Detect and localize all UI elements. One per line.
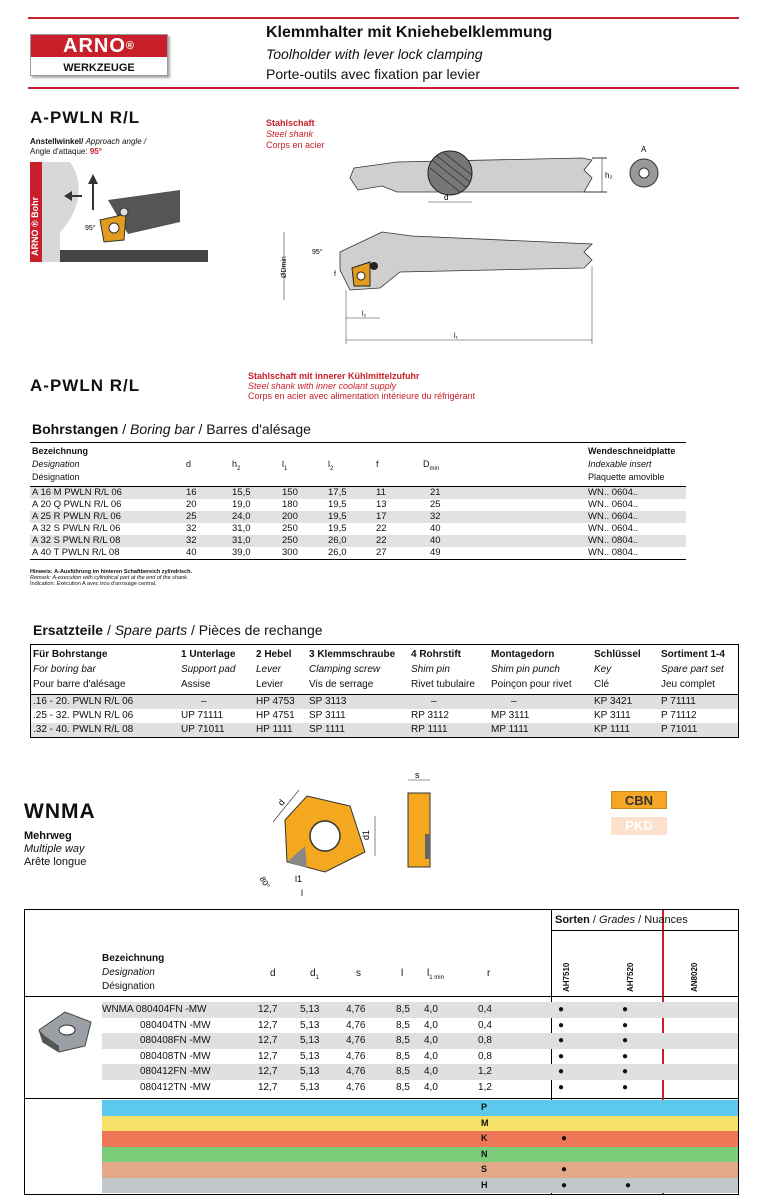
- grade-availability-dot: ●: [558, 1081, 565, 1093]
- insert-cell: 8,5: [396, 1050, 410, 1062]
- boring-row: [30, 547, 686, 559]
- spare-cell: P 71112: [661, 710, 697, 721]
- boring-cell: 31,0: [232, 523, 251, 534]
- spare-header-col: Schlüssel Key Clé: [594, 649, 641, 690]
- hdr-d: d: [270, 968, 276, 979]
- arno-logo: [30, 34, 168, 76]
- material-row-n: [102, 1147, 738, 1163]
- insert-cell: 0,4: [478, 1004, 492, 1015]
- material-grade-dot: ●: [625, 1179, 632, 1191]
- approach-angle-photo: [30, 162, 208, 262]
- insert-cell: 080404TN -MW: [140, 1019, 211, 1031]
- insert-cell: 4,0: [424, 1066, 438, 1077]
- grade-availability-dot: ●: [622, 1050, 629, 1062]
- insert-cell: 5,13: [300, 1066, 320, 1077]
- grade-availability-dot: ●: [622, 1035, 629, 1046]
- insert-cell: 4,0: [424, 1004, 438, 1015]
- dim-f: f: [334, 271, 336, 278]
- insert-cell: 8,5: [396, 1004, 410, 1015]
- insert-cell: 5,13: [300, 1035, 320, 1046]
- material-row-k: [102, 1131, 738, 1147]
- insert-row: [102, 1002, 738, 1018]
- insert-cell: 4,76: [346, 1035, 366, 1046]
- title-en: Toolholder with lever lock clamping: [266, 46, 483, 62]
- steel-shank-note: Stahlschaft Steel shank Corps en acier: [266, 118, 325, 150]
- material-code: S: [481, 1164, 488, 1174]
- dim-dmin: ØDmin: [281, 256, 288, 278]
- wnma-dim-d1: d1: [361, 829, 371, 840]
- spare-cell: SP 1111: [309, 724, 345, 735]
- material-code: M: [481, 1117, 489, 1128]
- grade-availability-dot: ●: [558, 1066, 565, 1077]
- insert-cell: 4,0: [424, 1035, 438, 1046]
- boring-cell: 32: [186, 523, 197, 534]
- insert-cell: 8,5: [396, 1066, 410, 1077]
- insert-cell: 4,76: [346, 1050, 366, 1062]
- boring-cell: 22: [376, 523, 387, 534]
- boring-cell: 200: [282, 511, 298, 522]
- spare-cell: KP 3421: [594, 696, 633, 707]
- insert-cell: 12,7: [258, 1019, 278, 1031]
- spare-cell: .16 - 20. PWLN R/L 06: [33, 696, 134, 707]
- material-row-h: [102, 1178, 738, 1194]
- wnma-code: WNMA: [24, 800, 96, 823]
- spare-cell: HP 4751: [256, 710, 295, 721]
- spare-parts-table: [30, 644, 739, 738]
- boring-cell: 24,0: [232, 511, 251, 522]
- insert-cell: 8,5: [396, 1035, 410, 1046]
- insert-cell: 080408TN -MW: [140, 1050, 211, 1062]
- wnma-dim-l: l: [301, 888, 303, 898]
- header-rule: [28, 87, 739, 89]
- wnma-dim-l1: l1: [295, 874, 303, 884]
- material-grade-dot: ●: [561, 1179, 568, 1191]
- insert-header-designation: Bezeichnung Designation Désignation: [102, 953, 165, 992]
- boring-cell: 40: [186, 547, 197, 558]
- spare-cell: .25 - 32. PWLN R/L 06: [33, 710, 134, 721]
- insert-cell: 4,0: [424, 1050, 438, 1062]
- logo-brand: ARNO®: [31, 35, 167, 57]
- grade-ah7510: AH7510: [562, 962, 571, 992]
- material-grade-dot: ●: [561, 1133, 568, 1144]
- spare-cell: KP 3111: [594, 710, 631, 721]
- spare-cell: .32 - 40. PWLN R/L 08: [33, 724, 134, 735]
- insert-cell: 1,2: [478, 1066, 492, 1077]
- title-de: Klemmhalter mit Kniehebelklemmung: [266, 24, 553, 41]
- boring-row: [30, 523, 686, 535]
- boring-header: Bezeichnung Designation Désignation d $h_2$ $l_1$ $l_2$ f $D_{min}$ Wendeschneidplatte Indexable insert Plaquette amovible: [30, 443, 686, 487]
- boring-cell: 39,0: [232, 547, 251, 558]
- spare-row: [31, 695, 738, 709]
- boring-cell: 22: [376, 535, 387, 546]
- spare-cell: –: [431, 696, 437, 707]
- hdr-l1: $l_{1 min}$: [427, 968, 444, 981]
- toolholder-drawing: [262, 140, 739, 352]
- grade-availability-dot: ●: [622, 1066, 629, 1077]
- insert-cell: 5,13: [300, 1081, 320, 1093]
- boring-cell: WN.. 0604..: [588, 523, 639, 534]
- spare-cell: MP 1111: [491, 724, 529, 735]
- boring-cell: 17,5: [328, 487, 347, 498]
- section-A-label: A: [641, 145, 647, 154]
- insert-rows: [102, 1002, 738, 1095]
- boring-cell: 180: [282, 499, 298, 510]
- coolant-note: Stahlschaft mit innerer Kühlmittelzufuhr Steel shank with inner coolant supply Corps en acier avec alimentation intérieure du réfrigérant: [248, 371, 476, 401]
- dim-95: 95°: [312, 249, 323, 256]
- approach-angle: Anstellwinkel/ Approach angle / Angle d'attaque: 95°: [30, 137, 147, 156]
- insert-row: [102, 1080, 738, 1096]
- boring-cell: 25: [430, 499, 441, 510]
- spare-header-col: 3 Klemmschraube Clamping screw Vis de serrage: [309, 649, 396, 690]
- spare-header-col: Sortiment 1-4 Spare part set Jeu complet: [661, 649, 725, 690]
- insert-cell: 1,2: [478, 1081, 492, 1093]
- insert-cell: 080412FN -MW: [140, 1066, 211, 1077]
- boring-cell: A 32 S PWLN R/L 06: [32, 523, 121, 534]
- hdr-l: l: [401, 968, 404, 979]
- boring-cell: 19,5: [328, 523, 347, 534]
- insert-cell: 0,8: [478, 1035, 492, 1046]
- spare-cell: UP 71011: [181, 724, 225, 735]
- spare-cell: RP 1111: [411, 724, 448, 735]
- spare-cell: KP 1111: [594, 724, 630, 735]
- boring-cell: 21: [430, 487, 441, 498]
- spare-cell: SP 3111: [309, 710, 346, 721]
- logo-subtitle: WERKZEUGE: [31, 57, 167, 75]
- wnma-desc: Mehrweg Multiple way Arête longue: [24, 830, 87, 868]
- boring-cell: WN.. 0604..: [588, 487, 639, 498]
- insert-row: [102, 1033, 738, 1049]
- photo-angle-label: 95°: [85, 225, 96, 232]
- grade-availability-dot: ●: [622, 1004, 629, 1015]
- insert-table: [24, 909, 739, 1195]
- pkd-badge: PKD: [611, 817, 667, 835]
- boring-cell: 26,0: [328, 547, 347, 558]
- wnma-dim-80: 80°: [257, 875, 272, 891]
- grade-ah7520: AH7520: [626, 962, 635, 992]
- spare-cell: SP 3113: [309, 696, 347, 707]
- spare-cell: MP 3111: [491, 710, 530, 721]
- boring-cell: 32: [186, 535, 197, 546]
- boring-row: [30, 499, 686, 511]
- boring-cell: 16: [186, 487, 197, 498]
- grades-title: Sorten / Grades / Nuances: [555, 914, 688, 926]
- insert-cell: 12,7: [258, 1050, 278, 1062]
- boring-cell: 40: [430, 535, 441, 546]
- dim-h2: h₂: [605, 171, 613, 180]
- hdr-r: r: [487, 968, 491, 979]
- material-row-m: [102, 1116, 738, 1132]
- boring-cell: 15,5: [232, 487, 251, 498]
- boring-cell: WN.. 0804..: [588, 535, 639, 546]
- grade-availability-dot: ●: [558, 1050, 565, 1062]
- insert-cell: 12,7: [258, 1066, 278, 1077]
- spare-parts-title: Ersatzteile / Spare parts / Pièces de rechange: [33, 622, 323, 638]
- insert-cell: WNMA 080404FN -MW: [102, 1004, 207, 1015]
- section2-code: A-PWLN R/L: [30, 376, 141, 395]
- grade-an8020: AN8020: [690, 962, 699, 992]
- insert-cell: 4,0: [424, 1081, 438, 1093]
- cbn-badge: CBN: [611, 791, 667, 809]
- insert-cell: 4,76: [346, 1066, 366, 1077]
- spare-cell: HP 1111: [256, 724, 293, 735]
- boring-cell: A 20 Q PWLN R/L 06: [32, 499, 122, 510]
- boring-bar-title: Bohrstangen / Boring bar / Barres d'alésage: [32, 421, 311, 437]
- spare-row: [31, 709, 738, 723]
- spare-cell: HP 4753: [256, 696, 295, 707]
- insert-cell: 5,13: [300, 1019, 320, 1031]
- section1-code: A-PWLN R/L: [30, 108, 141, 127]
- material-rows: [102, 1100, 738, 1193]
- insert-cell: 0,4: [478, 1019, 492, 1031]
- insert-cell: 4,0: [424, 1019, 438, 1031]
- insert-cell: 4,76: [346, 1004, 366, 1015]
- boring-cell: 19,5: [328, 511, 347, 522]
- insert-cell: 8,5: [396, 1019, 410, 1031]
- side-brand-label: ARNO ® Bohr: [30, 196, 40, 256]
- boring-cell: 49: [430, 547, 441, 558]
- spare-header-col: Montagedorn Shim pin punch Poinçon pour rivet: [491, 649, 572, 690]
- spare-rows: [31, 695, 738, 737]
- material-row-p: [102, 1100, 738, 1116]
- boring-cell: 40: [430, 523, 441, 534]
- grade-availability-dot: ●: [558, 1004, 565, 1015]
- spare-cell: UP 71111: [181, 710, 224, 721]
- boring-cell: 26,0: [328, 535, 347, 546]
- spare-row: [31, 723, 738, 737]
- spare-header-col: Für Bohrstange For boring bar Pour barre d'alésage: [33, 649, 126, 690]
- boring-rows: [30, 487, 686, 559]
- insert-cell: 12,7: [258, 1081, 278, 1093]
- spare-header: [31, 645, 738, 695]
- grade-availability-dot: ●: [622, 1019, 629, 1031]
- spare-header-col: 4 Rohrstift Shim pin Rivet tubulaire: [411, 649, 475, 690]
- boring-row: [30, 535, 686, 547]
- boring-cell: 32: [430, 511, 441, 522]
- wnma-insert-drawing: [255, 770, 455, 906]
- material-code: P: [481, 1102, 488, 1112]
- insert-cell: 5,13: [300, 1050, 320, 1062]
- boring-cell: 17: [376, 511, 387, 522]
- spare-cell: –: [511, 696, 517, 707]
- dim-d: d: [444, 193, 449, 202]
- boring-cell: 300: [282, 547, 298, 558]
- boring-cell: 250: [282, 535, 298, 546]
- dim-l2: l₂: [362, 311, 367, 318]
- boring-cell: 25: [186, 511, 197, 522]
- insert-cell: 4,76: [346, 1019, 366, 1031]
- boring-cell: WN.. 0604..: [588, 499, 639, 510]
- boring-row: [30, 487, 686, 499]
- insert-cell: 12,7: [258, 1035, 278, 1046]
- material-code: H: [481, 1179, 488, 1190]
- insert-cell: 080412TN -MW: [140, 1081, 211, 1093]
- boring-bar-table: [30, 442, 686, 560]
- insert-row: [102, 1064, 738, 1080]
- spare-cell: P 71111: [661, 696, 696, 707]
- boring-cell: 13: [376, 499, 387, 510]
- boring-cell: 31,0: [232, 535, 251, 546]
- top-rule: [28, 17, 739, 19]
- boring-cell: A 32 S PWLN R/L 08: [32, 535, 121, 546]
- grade-availability-dot: ●: [622, 1081, 629, 1093]
- hdr-d1: $d_1$: [310, 968, 319, 981]
- spare-cell: –: [201, 696, 207, 707]
- boring-cell: 19,0: [232, 499, 251, 510]
- boring-cell: A 40 T PWLN R/L 08: [32, 547, 120, 558]
- boring-cell: 20: [186, 499, 197, 510]
- boring-cell: WN.. 0804..: [588, 547, 639, 558]
- wnma-insert-photo: [35, 1006, 95, 1056]
- insert-cell: 080408FN -MW: [140, 1035, 211, 1046]
- boring-row: [30, 511, 686, 523]
- hdr-s: s: [356, 968, 361, 979]
- boring-cell: WN.. 0604..: [588, 511, 639, 522]
- spare-cell: RP 3112: [411, 710, 449, 721]
- boring-cell: 19,5: [328, 499, 347, 510]
- boring-cell: A 25 R PWLN R/L 06: [32, 511, 121, 522]
- insert-cell: 0,8: [478, 1050, 492, 1062]
- dim-l1: l₁: [454, 333, 458, 340]
- spare-header-col: 1 Unterlage Support pad Assise: [181, 649, 236, 690]
- insert-cell: 4,76: [346, 1081, 366, 1093]
- material-grade-dot: ●: [561, 1164, 568, 1175]
- boring-cell: 11: [376, 487, 386, 498]
- boring-cell: 27: [376, 547, 387, 558]
- insert-cell: 8,5: [396, 1081, 410, 1093]
- boring-cell: 250: [282, 523, 298, 534]
- wnma-dim-s: s: [415, 770, 420, 780]
- wnma-dim-d: d: [275, 797, 287, 808]
- boring-remarks: Hinweis: A-Ausführung im hinteren Schaftbereich zylindrisch. Remark: A-execution with cylindrical part at the end of the shank. Indication: Exécution A avec trou d'arrosage central.: [30, 569, 192, 587]
- title-fr: Porte-outils avec fixation par levier: [266, 66, 480, 82]
- material-code: K: [481, 1133, 488, 1143]
- material-code: N: [481, 1148, 488, 1159]
- insert-row: [102, 1049, 738, 1065]
- grade-availability-dot: ●: [558, 1019, 565, 1031]
- insert-row: [102, 1018, 738, 1034]
- insert-cell: 5,13: [300, 1004, 320, 1015]
- material-row-s: [102, 1162, 738, 1178]
- insert-cell: 12,7: [258, 1004, 278, 1015]
- spare-header-col: 2 Hebel Lever Levier: [256, 649, 292, 690]
- spare-cell: P 71011: [661, 724, 698, 735]
- grade-availability-dot: ●: [558, 1035, 565, 1046]
- boring-cell: A 16 M PWLN R/L 06: [32, 487, 122, 498]
- boring-cell: 150: [282, 487, 298, 498]
